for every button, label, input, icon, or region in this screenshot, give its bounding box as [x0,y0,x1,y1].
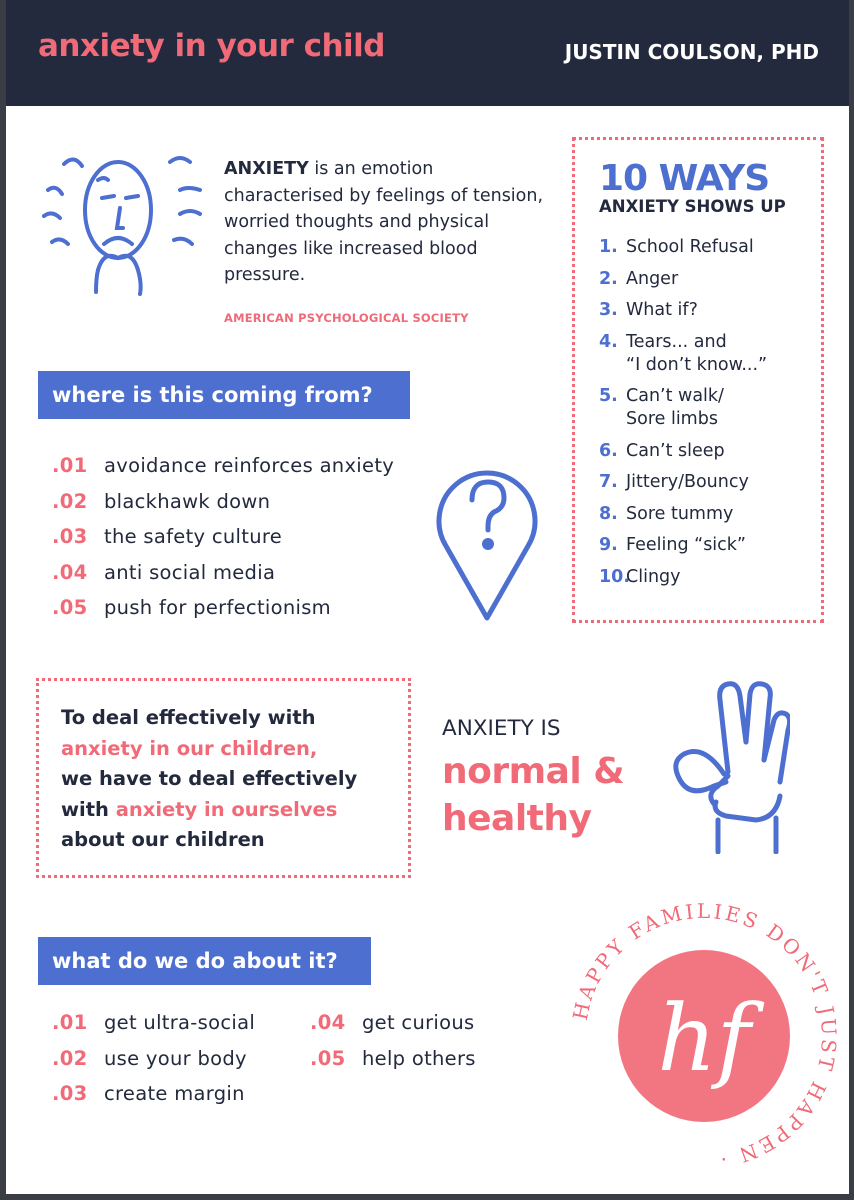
way-item [599,236,767,259]
way-label-line: Sore limbs [626,409,718,429]
deal-highlight: anxiety in our children, [61,736,318,760]
way-number: 2. [599,268,618,289]
author-name: JUSTIN COULSON, PHD [564,40,819,64]
definition-source: AMERICAN PSYCHOLOGICAL SOCIETY [224,311,469,325]
definition-text: is an emotion characterised by feelings of tension, worried thoughts and physical changes like increased blood pressure. [224,159,544,285]
way-label: Jittery/Bouncy [626,472,749,492]
ten-ways-title: 10 WAYS [599,158,770,199]
way-label-line: Can’t walk/ [626,386,724,406]
way-item [599,331,767,377]
deal-text-segment: with [61,797,116,821]
way-item [599,268,767,291]
way-number: 1. [599,237,618,257]
infographic-page [6,0,849,1194]
cause-label: avoidance reinforces anxiety [104,454,395,478]
deal-line: about our children [61,828,265,851]
cause-item [52,555,394,591]
worried-face-icon [36,150,216,315]
cause-label: push for perfectionism [104,596,331,620]
way-number: 6. [599,440,618,461]
happy-families-seal [566,898,842,1174]
cause-label: anti social media [104,560,276,584]
cause-number: .02 [52,489,88,513]
way-label: Clingy [626,566,681,587]
anxiety-definition [224,156,554,289]
action-number: .01 [52,1011,88,1035]
definition-term: ANXIETY [224,159,309,179]
way-number: 8. [599,503,618,524]
causes-heading: where is this coming from? [38,371,410,419]
action-label: help others [362,1046,476,1070]
ten-ways-list [599,236,767,597]
deal-effectively-box [36,678,411,878]
actions-list-col1 [52,1005,255,1112]
action-number: .02 [52,1046,88,1070]
way-item [599,299,767,322]
cause-item [52,484,394,520]
seal-initials: hf [657,985,751,1092]
way-number: 7. [599,472,618,492]
way-number: 4. [599,331,618,352]
page-title: anxiety in your child [38,28,385,64]
way-item [599,440,767,463]
way-item [599,471,767,494]
normal-line: healthy [442,798,592,839]
way-label: What if? [626,300,698,320]
action-label: create margin [104,1082,245,1106]
seal-ring-text: HAPPY FAMILIES DON'T JUST HAPPEN · [567,898,842,1173]
cause-number: .03 [52,525,88,549]
cause-item [52,519,394,555]
normal-line: normal & [442,751,625,792]
cause-item [52,590,394,626]
way-label: Feeling “sick” [626,535,746,555]
ten-ways-subtitle: ANXIETY SHOWS UP [599,197,786,216]
way-number: 10. [599,566,631,587]
action-number: .04 [310,1011,346,1035]
action-label: use your body [104,1046,247,1070]
action-number: .05 [310,1046,346,1070]
way-number: 3. [599,300,618,320]
deal-line: we have to deal effectively [61,767,358,790]
header-bar [6,0,849,106]
way-number: 9. [599,535,618,555]
cause-number: .05 [52,596,88,620]
action-label: get ultra-social [104,1011,256,1035]
action-label: get curious [362,1011,475,1035]
action-item [52,1076,255,1112]
way-item [599,566,767,589]
way-label-line: “I don’t know...” [626,354,768,375]
action-item [310,1005,476,1041]
action-item [52,1041,255,1077]
action-item [310,1041,476,1077]
way-label: Can’t sleep [626,440,725,461]
normal-lead: ANXIETY IS [442,716,561,741]
cause-number: .04 [52,560,88,584]
action-number: .03 [52,1082,88,1106]
cause-label: blackhawk down [104,489,271,513]
deal-line: To deal effectively with [61,706,316,729]
cause-item [52,448,394,484]
cause-label: the safety culture [104,525,283,549]
way-label [626,385,724,431]
way-item [599,503,767,526]
way-label [626,331,767,377]
way-label: Anger [626,268,679,289]
ten-ways-box [572,137,824,623]
action-item [52,1005,255,1041]
causes-list [52,448,394,626]
way-label-line: Tears... and [626,331,727,352]
way-item [599,534,767,557]
ok-hand-icon [670,668,790,854]
deal-highlight: anxiety in ourselves [115,797,338,821]
actions-heading: what do we do about it? [38,937,371,985]
cause-number: .01 [52,454,88,478]
question-pin-icon [430,452,544,624]
actions-list-col2 [310,1005,476,1076]
normal-statement [442,748,624,842]
way-label: School Refusal [626,237,754,257]
deal-text [61,703,357,856]
way-number: 5. [599,386,618,406]
way-item [599,385,767,431]
way-label: Sore tummy [626,503,734,524]
deal-line [61,795,357,826]
